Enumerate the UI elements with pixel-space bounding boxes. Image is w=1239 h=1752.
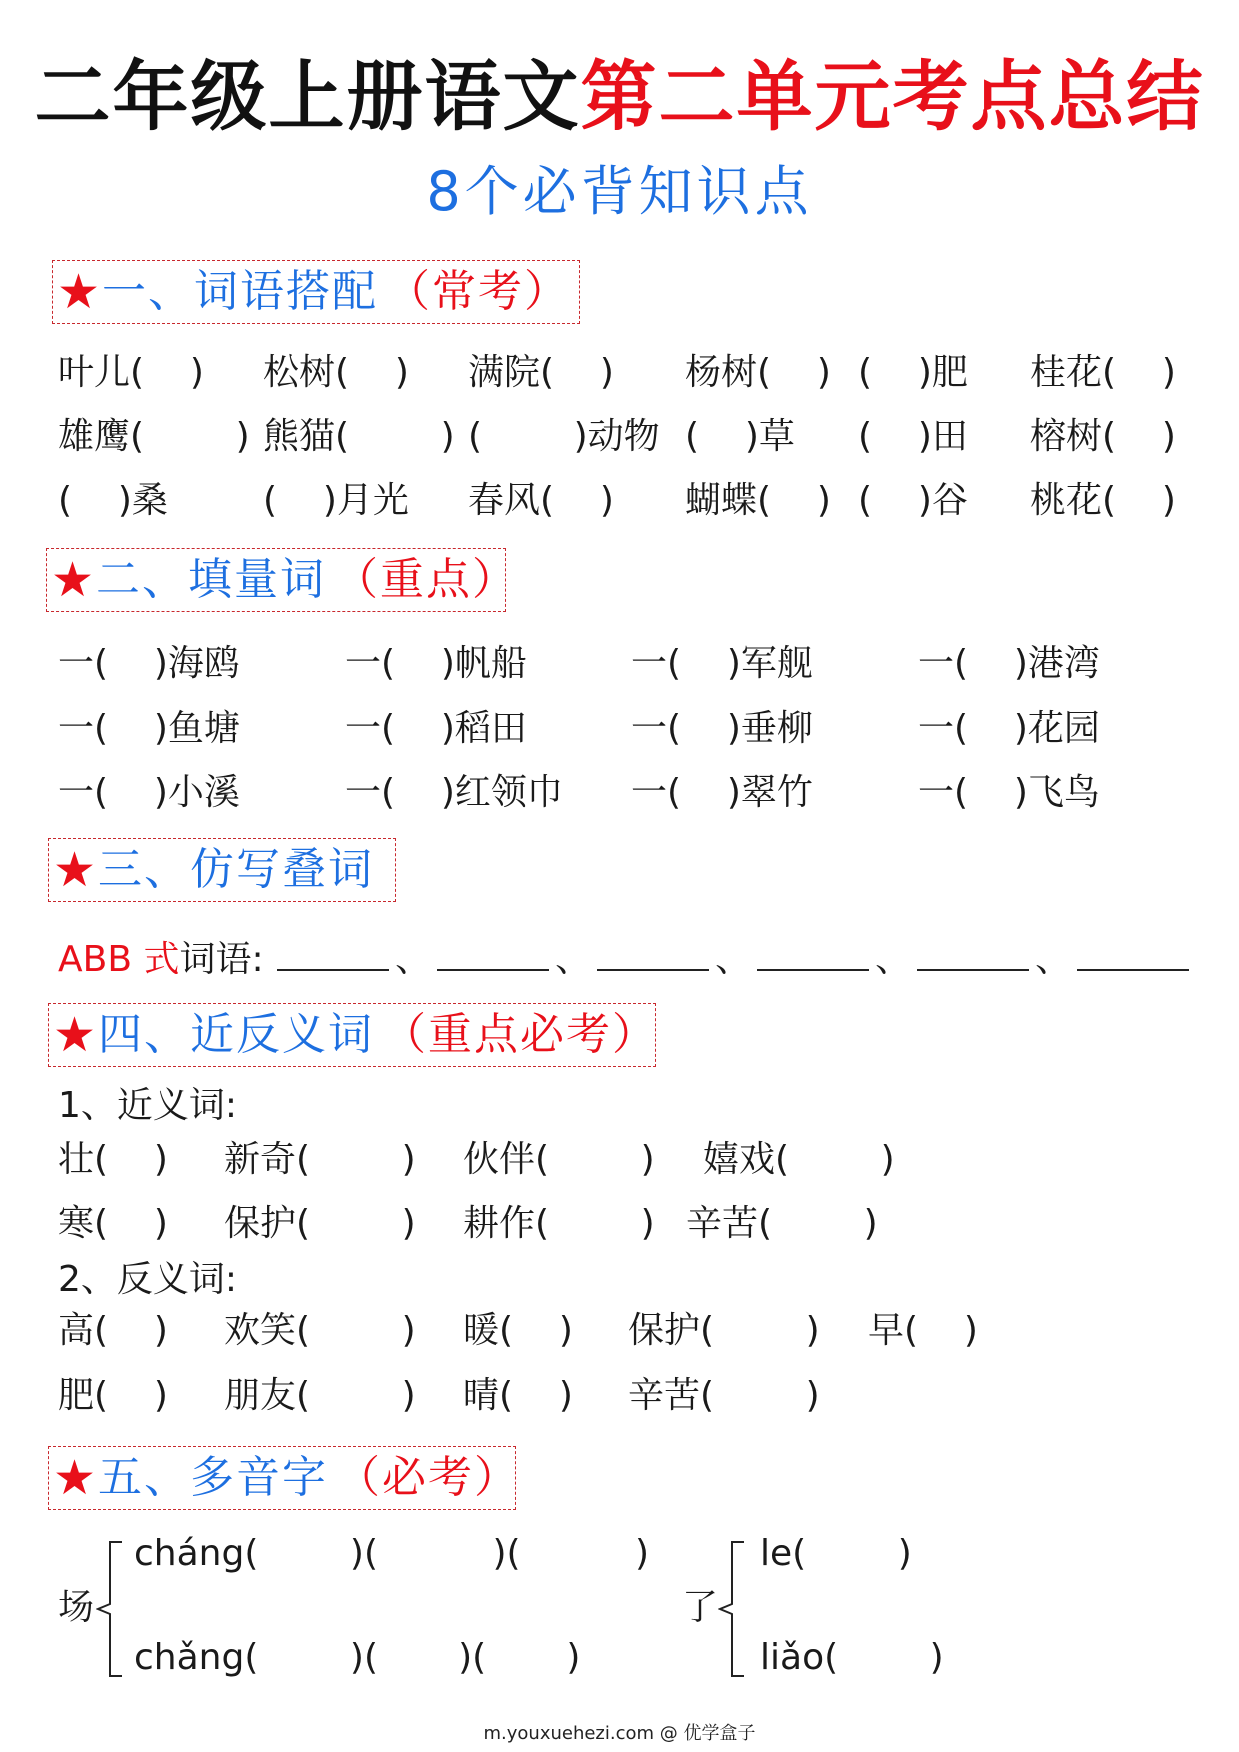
synonym-item: 辛苦( ) [686,1203,878,1244]
collocation-item: 叶儿( ) [58,352,204,393]
collocation-item: 蝴蝶( ) [685,480,831,521]
section-tag: （常考） [386,266,571,317]
antonym-item: 晴( ) [463,1375,573,1416]
section-heading-polyphones [48,1446,521,1510]
collocation-item: 春风( ) [468,480,614,521]
collocation-row [58,473,1188,529]
polyphone-reading [760,1526,912,1582]
separator: 、 [715,939,752,980]
abb-blank[interactable] [1077,939,1189,971]
antonym-item: 辛苦( ) [628,1375,820,1416]
abb-pattern-label: ABB 式 [58,939,180,980]
brace-icon [718,1538,748,1680]
brace-icon [96,1538,126,1680]
antonym-item: 朋友( ) [224,1375,416,1416]
collocation-item: 满院( ) [468,352,614,393]
polyphone-char: 了 [682,1587,719,1628]
title-part-red: 第二单元考点总结 [580,52,1205,141]
collocation-item: 榕树( ) [1030,416,1176,457]
section-label: 五、多音字 [98,1452,329,1503]
star-icon: ★ [53,842,97,898]
measure-row [58,636,1188,692]
star-icon: ★ [57,264,101,320]
footer-watermark: m.youxuehezi.com @ 优学盒子 [483,1723,756,1744]
star-icon: ★ [53,1450,97,1506]
collocation-item: 杨树( ) [685,352,831,393]
reading-blanks: ( )( )( ) [244,1533,650,1574]
abb-label: 词语: [179,939,264,980]
synonym-item: 嬉戏( ) [703,1139,895,1180]
antonym-row [58,1368,1188,1424]
section-heading-synonyms-antonyms [48,1003,659,1067]
polyphone-reading [760,1630,944,1686]
collocation-item: 熊猫( ) [263,416,455,457]
collocation-item: ( )月光 [263,480,409,521]
measure-row [58,701,1188,757]
synonym-item: 保护( ) [224,1203,416,1244]
section-tag: （重点） [334,554,519,605]
pinyin: cháng [134,1533,245,1574]
measure-item: 一( )鱼塘 [58,708,240,749]
collocation-item: 桃花( ) [1030,480,1176,521]
collocation-item: ( )桑 [58,480,168,521]
synonym-item: 寒( ) [58,1203,168,1244]
abb-blank[interactable] [597,939,709,971]
antonym-item: 暖( ) [463,1310,573,1351]
abb-blank[interactable] [277,939,389,971]
synonym-row [58,1132,1188,1188]
section-heading-collocation [52,260,580,324]
separator: 、 [1035,939,1072,980]
collocation-item: ( )肥 [858,352,968,393]
separator: 、 [395,939,432,980]
measure-item: 一( )军舰 [631,643,813,684]
measure-item: 一( )红领巾 [345,772,563,813]
polyphone-char: 场 [58,1587,95,1628]
abb-blank[interactable] [757,939,869,971]
star-icon: ★ [53,1007,97,1063]
measure-item: 一( )小溪 [58,772,240,813]
measure-item: 一( )翠竹 [631,772,813,813]
measure-item: 一( )海鸥 [58,643,240,684]
collocation-item: 桂花( ) [1030,352,1176,393]
section-tag: （重点必考） [382,1009,659,1060]
reading-blanks: ( ) [792,1533,912,1574]
page-subtitle: 8个必背知识点 [426,160,813,223]
section-heading-reduplicated-words [48,838,396,902]
abb-blank[interactable] [437,939,549,971]
antonym-item: 肥( ) [58,1375,168,1416]
measure-item: 一( )帆船 [345,643,527,684]
synonym-item: 耕作( ) [463,1203,655,1244]
title-part-black: 二年级上册语文 [34,52,581,141]
measure-item: 一( )飞鸟 [918,772,1100,813]
pinyin: chǎng [134,1637,245,1678]
collocation-item: 雄鹰( ) [58,416,250,457]
abb-blank[interactable] [917,939,1029,971]
antonym-item: 高( ) [58,1310,168,1351]
polyphone-reading [134,1630,580,1686]
measure-item: 一( )花园 [918,708,1100,749]
pinyin: le [760,1533,793,1574]
collocation-item: ( )草 [685,416,795,457]
collocation-row [58,409,1188,465]
section-tag: （必考） [336,1452,521,1503]
collocation-item: 松树( ) [263,352,409,393]
page-title [0,52,1239,142]
synonym-item: 壮( ) [58,1139,168,1180]
section-heading-measure-words [46,548,519,612]
collocation-item: ( )谷 [858,480,968,521]
collocation-row [58,345,1188,401]
section-label: 四、近反义词 [98,1009,375,1060]
antonym-item: 欢笑( ) [224,1310,416,1351]
antonym-item: 保护( ) [628,1310,820,1351]
synonyms-heading: 1、近义词: [58,1085,238,1126]
star-icon: ★ [51,552,95,608]
separator: 、 [875,939,912,980]
section-label: 三、仿写叠词 [98,844,375,895]
synonym-row [58,1196,1188,1252]
synonym-item: 伙伴( ) [463,1139,655,1180]
antonym-row [58,1303,1188,1359]
measure-item: 一( )港湾 [918,643,1100,684]
measure-item: 一( )稻田 [345,708,527,749]
section-label: 一、词语搭配 [102,266,379,317]
separator: 、 [555,939,592,980]
collocation-item: ( )田 [858,416,968,457]
polyphone-reading [134,1526,649,1582]
abb-exercise [58,932,1191,988]
reading-blanks: ( )( )( ) [244,1637,581,1678]
antonym-item: 早( ) [868,1310,978,1351]
pinyin: liǎo [760,1637,825,1678]
measure-row [58,765,1188,821]
measure-item: 一( )垂柳 [631,708,813,749]
reading-blanks: ( ) [824,1637,944,1678]
section-label: 二、填量词 [96,554,327,605]
synonym-item: 新奇( ) [224,1139,416,1180]
antonyms-heading: 2、反义词: [58,1259,238,1300]
collocation-item: ( )动物 [468,416,660,457]
